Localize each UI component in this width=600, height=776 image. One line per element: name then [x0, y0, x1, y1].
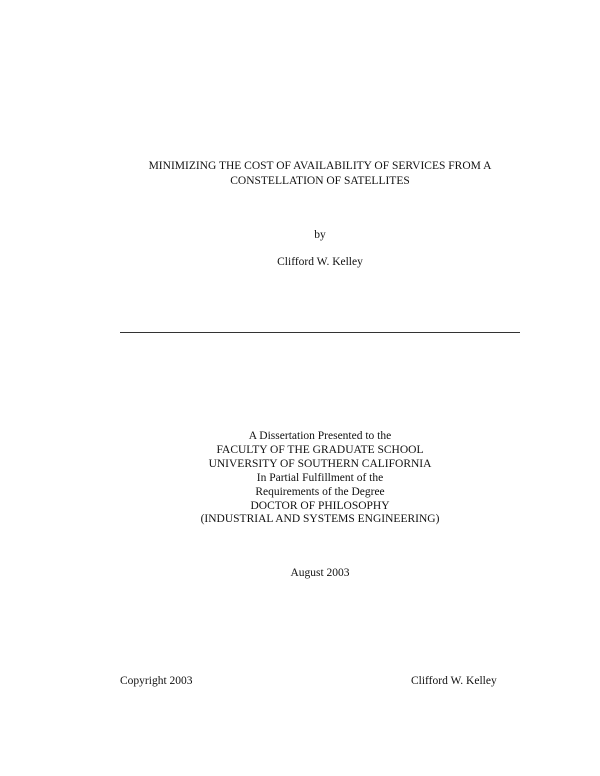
- dissertation-line: In Partial Fulfillment of the: [256, 471, 384, 484]
- dissertation-line: A Dissertation Presented to the: [248, 430, 392, 442]
- author-name: Clifford W. Kelley: [277, 256, 363, 268]
- dissertation-line: DOCTOR OF PHILOSOPHY: [250, 499, 390, 512]
- submission-date: August 2003: [290, 567, 350, 579]
- horizontal-rule: [120, 332, 520, 333]
- dissertation-line: (INDUSTRIAL AND SYSTEMS ENGINEERING): [200, 513, 440, 526]
- dissertation-title: [0, 159, 600, 188]
- dissertation-statement: [0, 430, 600, 527]
- dissertation-line: FACULTY OF THE GRADUATE SCHOOL: [216, 443, 424, 456]
- title-line-1: MINIMIZING THE COST OF AVAILABILITY OF SERVICES FROM A: [148, 160, 492, 172]
- title-line-2: CONSTELLATION OF SATELLITES: [230, 174, 410, 187]
- dissertation-line: UNIVERSITY OF SOUTHERN CALIFORNIA: [208, 457, 432, 470]
- dissertation-line: Requirements of the Degree: [255, 485, 385, 498]
- by-label: by: [314, 229, 326, 241]
- copyright-notice: Copyright 2003: [120, 675, 193, 687]
- footer-author: Clifford W. Kelley: [411, 675, 497, 687]
